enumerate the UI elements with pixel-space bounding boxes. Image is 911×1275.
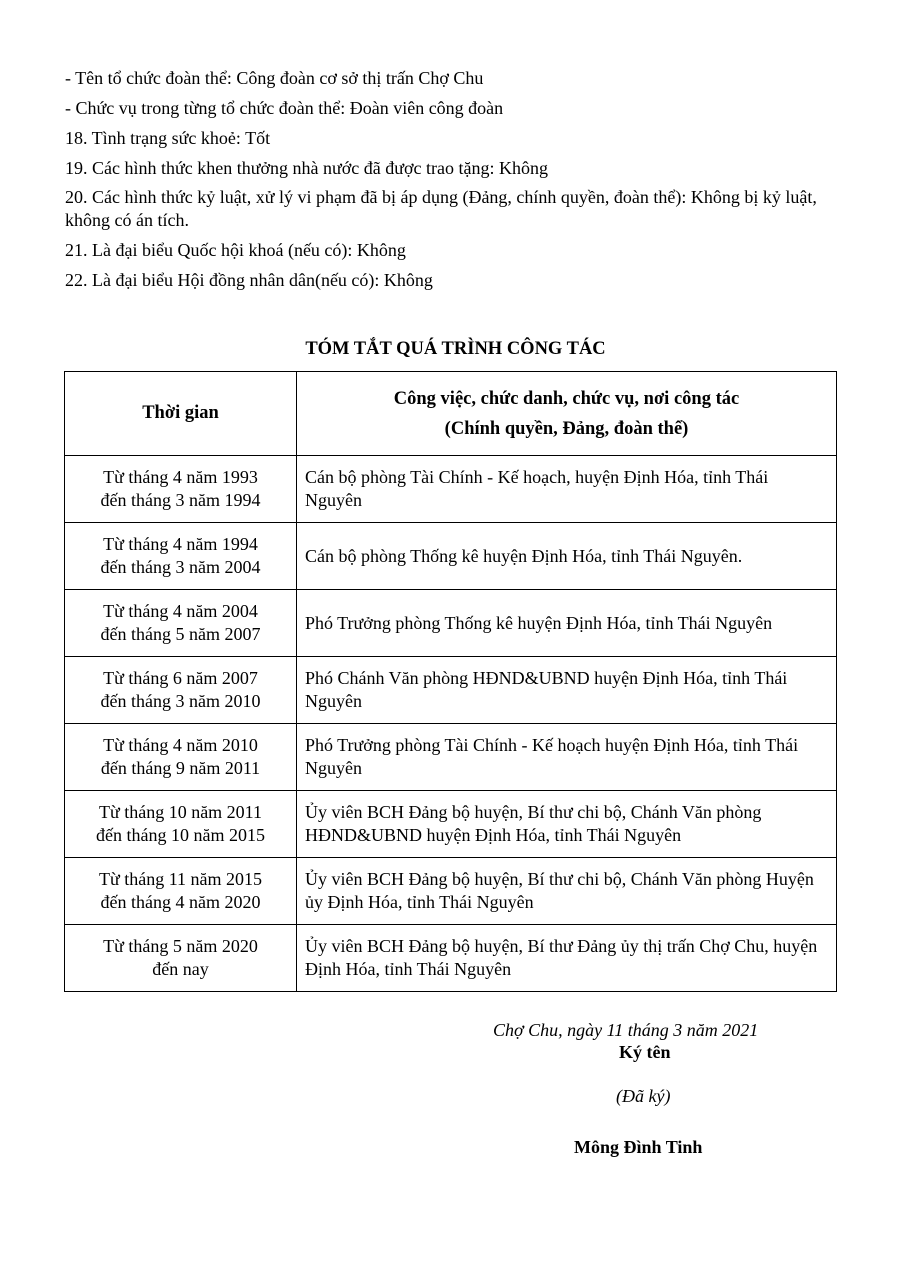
time-cell [65,523,297,590]
table-row [65,925,837,992]
time-end: đến nay [152,959,209,979]
job-cell: Ủy viên BCH Đảng bộ huyện, Bí thư Đảng ủy thị trấn Chợ Chu, huyện Định Hóa, tỉnh Thái Nguyên [297,925,837,992]
job-cell: Ủy viên BCH Đảng bộ huyện, Bí thư chi bộ, Chánh Văn phòng HĐND&UBND huyện Định Hóa, tỉnh Thái Nguyên [297,791,837,858]
table-row [65,791,837,858]
time-end: đến tháng 5 năm 2007 [100,624,261,644]
header-time: Thời gian [65,372,297,456]
time-cell [65,925,297,992]
time-start: Từ tháng 4 năm 1994 [103,534,258,554]
info-line-discipline: 20. Các hình thức kỷ luật, xử lý vi phạm đã bị áp dụng (Đảng, chính quyền, đoàn thể): Không bị kỷ luật, không có án tích. [65,187,817,230]
time-end: đến tháng 4 năm 2020 [100,892,261,912]
time-start: Từ tháng 4 năm 1993 [103,467,258,487]
time-end: đến tháng 3 năm 2010 [100,691,261,711]
work-history-table [64,371,837,992]
time-start: Từ tháng 4 năm 2010 [103,735,258,755]
table-row [65,456,837,523]
time-cell [65,724,297,791]
info-line-awards: 19. Các hình thức khen thưởng nhà nước đã được trao tặng: Không [65,158,548,178]
info-line-union-position: - Chức vụ trong từng tổ chức đoàn thể: Đoàn viên công đoàn [65,98,504,118]
time-cell [65,657,297,724]
table-row [65,657,837,724]
time-start: Từ tháng 4 năm 2004 [103,601,258,621]
signer-name: Mông Đình Tinh [574,1137,703,1157]
time-start: Từ tháng 10 năm 2011 [98,802,263,822]
time-end: đến tháng 3 năm 2004 [100,557,261,577]
table-row [65,590,837,657]
time-end: đến tháng 10 năm 2015 [96,825,265,845]
table-row [65,858,837,925]
personal-info-section [65,66,845,298]
header-job-line2: (Chính quyền, Đảng, đoàn thể) [444,418,689,439]
table-row [65,724,837,791]
time-end: đến tháng 9 năm 2011 [100,758,261,778]
info-line-health: 18. Tình trạng sức khoẻ: Tốt [65,128,271,148]
job-cell: Phó Trưởng phòng Tài Chính - Kế hoạch huyện Định Hóa, tỉnh Thái Nguyên [297,724,837,791]
info-line-union-name: - Tên tổ chức đoàn thể: Công đoàn cơ sở thị trấn Chợ Chu [65,68,484,88]
table-row [65,523,837,590]
time-cell [65,456,297,523]
place-date: Chợ Chu, ngày 11 tháng 3 năm 2021 [493,1020,759,1040]
info-line-national-assembly: 21. Là đại biểu Quốc hội khoá (nếu có): Không [65,240,406,260]
job-cell: Cán bộ phòng Tài Chính - Kế hoạch, huyện Định Hóa, tỉnh Thái Nguyên [297,456,837,523]
table-header-row [65,372,837,456]
info-line-peoples-council: 22. Là đại biểu Hội đồng nhân dân(nếu có): Không [65,270,433,290]
time-cell [65,590,297,657]
time-cell [65,791,297,858]
signed-note: (Đã ký) [616,1086,671,1106]
time-start: Từ tháng 6 năm 2007 [103,668,258,688]
job-cell: Phó Chánh Văn phòng HĐND&UBND huyện Định Hóa, tỉnh Thái Nguyên [297,657,837,724]
section-title: TÓM TẮT QUÁ TRÌNH CÔNG TÁC [305,339,606,359]
time-start: Từ tháng 11 năm 2015 [98,869,263,889]
time-end: đến tháng 3 năm 1994 [100,490,261,510]
sign-label: Ký tên [619,1042,671,1062]
job-cell: Ủy viên BCH Đảng bộ huyện, Bí thư chi bộ, Chánh Văn phòng Huyện ủy Định Hóa, tỉnh Thái Nguyên [297,858,837,925]
time-cell [65,858,297,925]
header-job-line1: Công việc, chức danh, chức vụ, nơi công tác [393,388,740,409]
job-cell: Phó Trưởng phòng Thống kê huyện Định Hóa, tỉnh Thái Nguyên [297,590,837,657]
time-start: Từ tháng 5 năm 2020 [103,936,258,956]
header-job [297,372,837,456]
job-cell: Cán bộ phòng Thống kê huyện Định Hóa, tỉnh Thái Nguyên. [297,523,837,590]
